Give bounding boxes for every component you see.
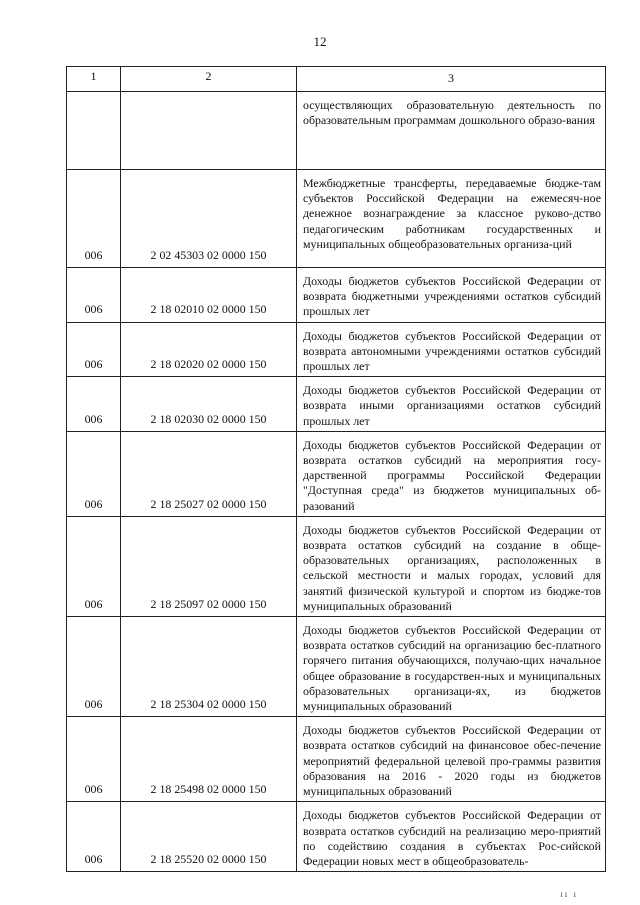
admin-code-cell: 006 (67, 802, 121, 872)
budget-code-cell: 2 18 02030 02 0000 150 (121, 377, 297, 432)
table-row (67, 717, 606, 802)
budget-code-cell: 2 18 02010 02 0000 150 (121, 268, 297, 323)
revenue-name-cell: осуществляющих образовательную деятельность по образовательным программам дошкольного образо-вания (297, 92, 606, 170)
admin-code-cell (67, 92, 121, 170)
revenue-name-cell: Доходы бюджетов субъектов Российской Федерации от возврата автономными учреждениями остатков субсидий прошлых лет (297, 322, 606, 377)
admin-code-cell: 006 (67, 268, 121, 323)
budget-code-cell: 2 18 25027 02 0000 150 (121, 431, 297, 516)
table-row (67, 268, 606, 323)
admin-code-cell: 006 (67, 617, 121, 717)
header-col-2: 2 (121, 67, 297, 92)
admin-code-cell: 006 (67, 431, 121, 516)
page-number: 12 (313, 34, 327, 49)
revenue-name-cell: Доходы бюджетов субъектов Российской Федерации от возврата остатков субсидий на реализацию меро-приятий по содействию создания в субъектах Рос-сийской Федерации новых мест в общеобразователь- (297, 802, 606, 872)
revenue-name-cell: Доходы бюджетов субъектов Российской Федерации от возврата бюджетными учреждениями остатков субсидий прошлых лет (297, 268, 606, 323)
table-row (67, 170, 606, 268)
table-header-row (67, 67, 606, 92)
table-row (67, 617, 606, 717)
budget-code-cell: 2 18 25498 02 0000 150 (121, 717, 297, 802)
revenue-name-cell: Доходы бюджетов субъектов Российской Федерации от возврата остатков субсидий на финансовое обес-печение мероприятий федеральной целевой про-граммы развития образования на 2016 - 2020 годы из бюджетов муниципальных образований (297, 717, 606, 802)
table-row (67, 802, 606, 872)
header-col-1: 1 (67, 67, 121, 92)
revenue-name-cell: Доходы бюджетов субъектов Российской Федерации от возврата иными организациями остатков субсидий прошлых лет (297, 377, 606, 432)
budget-code-cell: 2 18 25097 02 0000 150 (121, 516, 297, 616)
budget-code-cell: 2 18 25304 02 0000 150 (121, 617, 297, 717)
revenue-name-cell: Доходы бюджетов субъектов Российской Федерации от возврата остатков субсидий на мероприятия госу-дарственной программы Российской Федерации "Доступная среда" из бюджетов муниципальных об-разований (297, 431, 606, 516)
table-row (67, 431, 606, 516)
revenue-codes-table (66, 66, 606, 872)
table-row (67, 516, 606, 616)
revenue-name-cell: Межбюджетные трансферты, передаваемые бюдже-там субъектов Российской Федерации на ежемесяч-ное денежное вознаграждение за классное руково-дство педагогическим работникам государственных и муниципальных общеобразовательных организа-ций (297, 170, 606, 268)
table-row (67, 322, 606, 377)
revenue-name-cell: Доходы бюджетов субъектов Российской Федерации от возврата остатков субсидий на организацию бес-платного горячего питания обучающихся, получаю-щих начальное общее образование в государствен-ных и муниципальных образовательных организаци-ях, из бюджетов муниципальных образований (297, 617, 606, 717)
table-row (67, 92, 606, 170)
budget-code-cell: 2 18 02020 02 0000 150 (121, 322, 297, 377)
footer-mark: ıı ı (560, 889, 578, 899)
admin-code-cell: 006 (67, 170, 121, 268)
budget-code-cell: 2 02 45303 02 0000 150 (121, 170, 297, 268)
revenue-name-cell: Доходы бюджетов субъектов Российской Федерации от возврата остатков субсидий на создание в обще-образовательных организациях, расположенных в сельской местности и малых городах, условий для занятий физической культурой и спортом из бюдже-тов муниципальных образований (297, 516, 606, 616)
budget-code-cell: 2 18 25520 02 0000 150 (121, 802, 297, 872)
table-row (67, 377, 606, 432)
admin-code-cell: 006 (67, 377, 121, 432)
admin-code-cell: 006 (67, 322, 121, 377)
budget-code-cell (121, 92, 297, 170)
admin-code-cell: 006 (67, 516, 121, 616)
header-col-3: 3 (297, 67, 606, 92)
admin-code-cell: 006 (67, 717, 121, 802)
